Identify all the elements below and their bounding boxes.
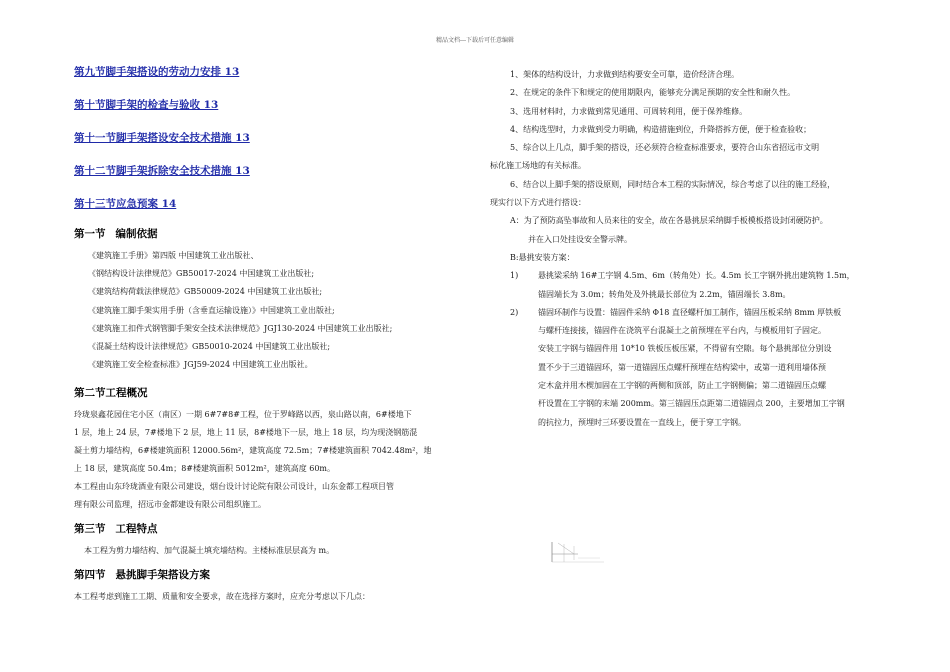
- body-line: 本工程由山东玲珑酒业有限公司建设，烟台设计讨论院有限公司设计，山东金都工程项目管: [74, 482, 394, 492]
- section-4-title: 悬挑脚手架搭设方案: [115, 569, 210, 582]
- reference-item: 《钢结构设计法律规范》GB50017-2024 中国建筑工业出版社;: [88, 269, 315, 279]
- left-column: [74, 66, 466, 606]
- principle-item: 2、在规定的条件下和规定的使用期限内，能够充分满足预期的安全性和耐久性。: [510, 88, 796, 98]
- reference-item: 《建筑施工脚手架实用手册（含垂直运输设施）》中国建筑工业出版社;: [88, 305, 335, 315]
- section-4-heading: [74, 568, 466, 582]
- section-3-title: 工程特点: [115, 523, 158, 536]
- section-2-heading: 第二节工程概况: [74, 387, 148, 400]
- item-marker: 2): [510, 307, 519, 317]
- reference-item: 《建筑施工安全检查标准》JGJ59-2024 中国建筑工业出版社。: [88, 360, 313, 370]
- item-line: 悬挑梁采纳 16#工字钢 4.5m、6m（转角处）长。4.5m 长工字钢外挑出建筑物 1.5m，: [538, 271, 855, 281]
- section-1-number: 第一节: [74, 228, 106, 240]
- right-column: [490, 66, 890, 432]
- scheme-item-1: [490, 267, 890, 304]
- reference-item: 《混凝土结构设计法律规范》GB50010-2024 中国建筑工业出版社;: [88, 342, 331, 352]
- section-1-heading: [74, 227, 466, 241]
- measure-a-continuation: 并在入口处挂设安全警示牌。: [528, 234, 632, 244]
- section-4-number: 第四节: [74, 569, 106, 582]
- toc-link-section-12[interactable]: 第十二节脚手架拆除安全技术措施 13: [74, 165, 250, 177]
- item-line: 与螺杆连接接，锚固件在浇筑平台混凝土之前预埋在平台内，与模板用钉子固定。: [538, 326, 826, 336]
- item-line: 安装工字钢与锚固件用 10*10 铁板压板压紧，不得留有空隙。每个悬挑部位分别设: [538, 344, 832, 354]
- principle-item: 4、结构选型时，力求做到受力明确，构造措施到位，升降搭拆方便，便于检查验收；: [510, 124, 812, 134]
- principle-continuation: 现实行以下方式进行搭设：: [490, 198, 586, 208]
- principle-item: 1、架体的结构设计，力求做到结构要安全可靠，造价经济合理。: [510, 70, 740, 79]
- item-line: 锚固端长为 3.0m；转角处及外挑最长部位为 2.2m，锚固端长 3.8m。: [538, 289, 791, 299]
- section-3-number: 第三节: [74, 523, 106, 536]
- reference-item: 《建筑施工手册》第四版 中国建筑工业出版社、: [88, 251, 259, 260]
- toc-link-section-10[interactable]: 第十节脚手架的检查与验收 13: [74, 99, 219, 111]
- measure-b: B:悬挑安装方案：: [510, 252, 575, 262]
- measure-a: A：为了预防高坠事故和人员来往的安全，故在各悬挑层采纳脚手板模板搭设封闭硬防护。: [510, 216, 828, 226]
- item-line: 的抗拉力，预埋时三环要设置在一直线上，便于穿工字钢。: [538, 417, 746, 427]
- item-line: 锚固环制作与设置：锚固件采纳 Φ18 直径螺杆加工制作，锚固压板采纳 8mm 厚铁板: [538, 307, 842, 317]
- principle-item: 5、综合以上几点，脚手架的搭设，还必须符合检查标准要求，要符合山东省招远市文明: [510, 143, 820, 153]
- section-2-body: [74, 406, 466, 514]
- body-line: 理有限公司监理，招远市金都建设有限公司组织施工。: [74, 500, 266, 510]
- scheme-item-2: [490, 304, 890, 432]
- body-line: 凝土剪力墙结构，6#楼建筑面积 12000.56m²，建筑高度 72.5m；7#楼建筑面积 7042.48m²，地: [74, 446, 432, 456]
- item-marker: 1): [510, 271, 519, 281]
- body-line: 上 18 层，建筑高度 50.4m；8#楼建筑面积 5012m²，建筑高度 60m。: [74, 464, 336, 474]
- principle-item: 6、结合以上脚手架的搭设原则，同时结合本工程的实际情况，综合考虑了以往的施工经验，: [510, 179, 836, 189]
- item-line: 置不少于三道锚固环，第一道锚固压点螺杆预埋在结构梁中，或第一道利用墙体预: [538, 362, 826, 372]
- principle-continuation: 标化施工场地的有关标准。: [490, 161, 586, 171]
- reference-item: 《建筑施工扣件式钢管脚手架安全技术法律规范》JGJ130-2024 中国建筑工业出版社;: [88, 323, 393, 333]
- toc-link-section-9[interactable]: 第九节脚手架搭设的劳动力安排 13: [74, 66, 240, 78]
- toc-link-section-13[interactable]: 第十三节应急预案 14: [74, 198, 177, 210]
- section-1-title: 编制依据: [115, 228, 158, 240]
- reference-list: [74, 247, 466, 374]
- body-line: 本工程考虑到施工工期、质量和安全要求，故在选择方案时，应充分考虑以下几点：: [74, 592, 370, 602]
- principle-item: 3、选用材料时，力求做到常见通用、可周转利用，便于保养维修。: [510, 106, 748, 116]
- toc-link-section-11[interactable]: 第十一节脚手架搭设安全技术措施 13: [74, 132, 250, 144]
- page-header: 精品文档---下载后可任意编辑: [435, 37, 515, 44]
- cantilever-sketch-figure: [548, 540, 608, 568]
- item-line: 杆设置在工字钢的末端 200mm。第三锚固压点距第二道锚固点 200，主要增加工字钢: [538, 399, 845, 409]
- section-3-heading: [74, 522, 466, 536]
- reference-item: 《建筑结构荷载法律规范》GB50009-2024 中国建筑工业出版社;: [88, 287, 323, 297]
- body-line: 本工程为剪力墙结构、加气混凝土填充墙结构。主楼标准层层高为 m。: [84, 546, 335, 556]
- item-line: 定木盒并用木楔加固在工字钢的两侧和顶部，防止工字钢侧偏；第二道锚固压点螺: [538, 381, 826, 391]
- body-line: 1 层，地上 24 层，7#楼地下 2 层，地上 11 层，8#楼地下一层，地上 18 层，均为现浇钢筋混: [74, 428, 418, 438]
- body-line: 玲珑泉鑫花园住宅小区（南区）一期 6#7#8#工程，位于罗峰路以西，泉山路以南，6#楼地下: [74, 410, 412, 420]
